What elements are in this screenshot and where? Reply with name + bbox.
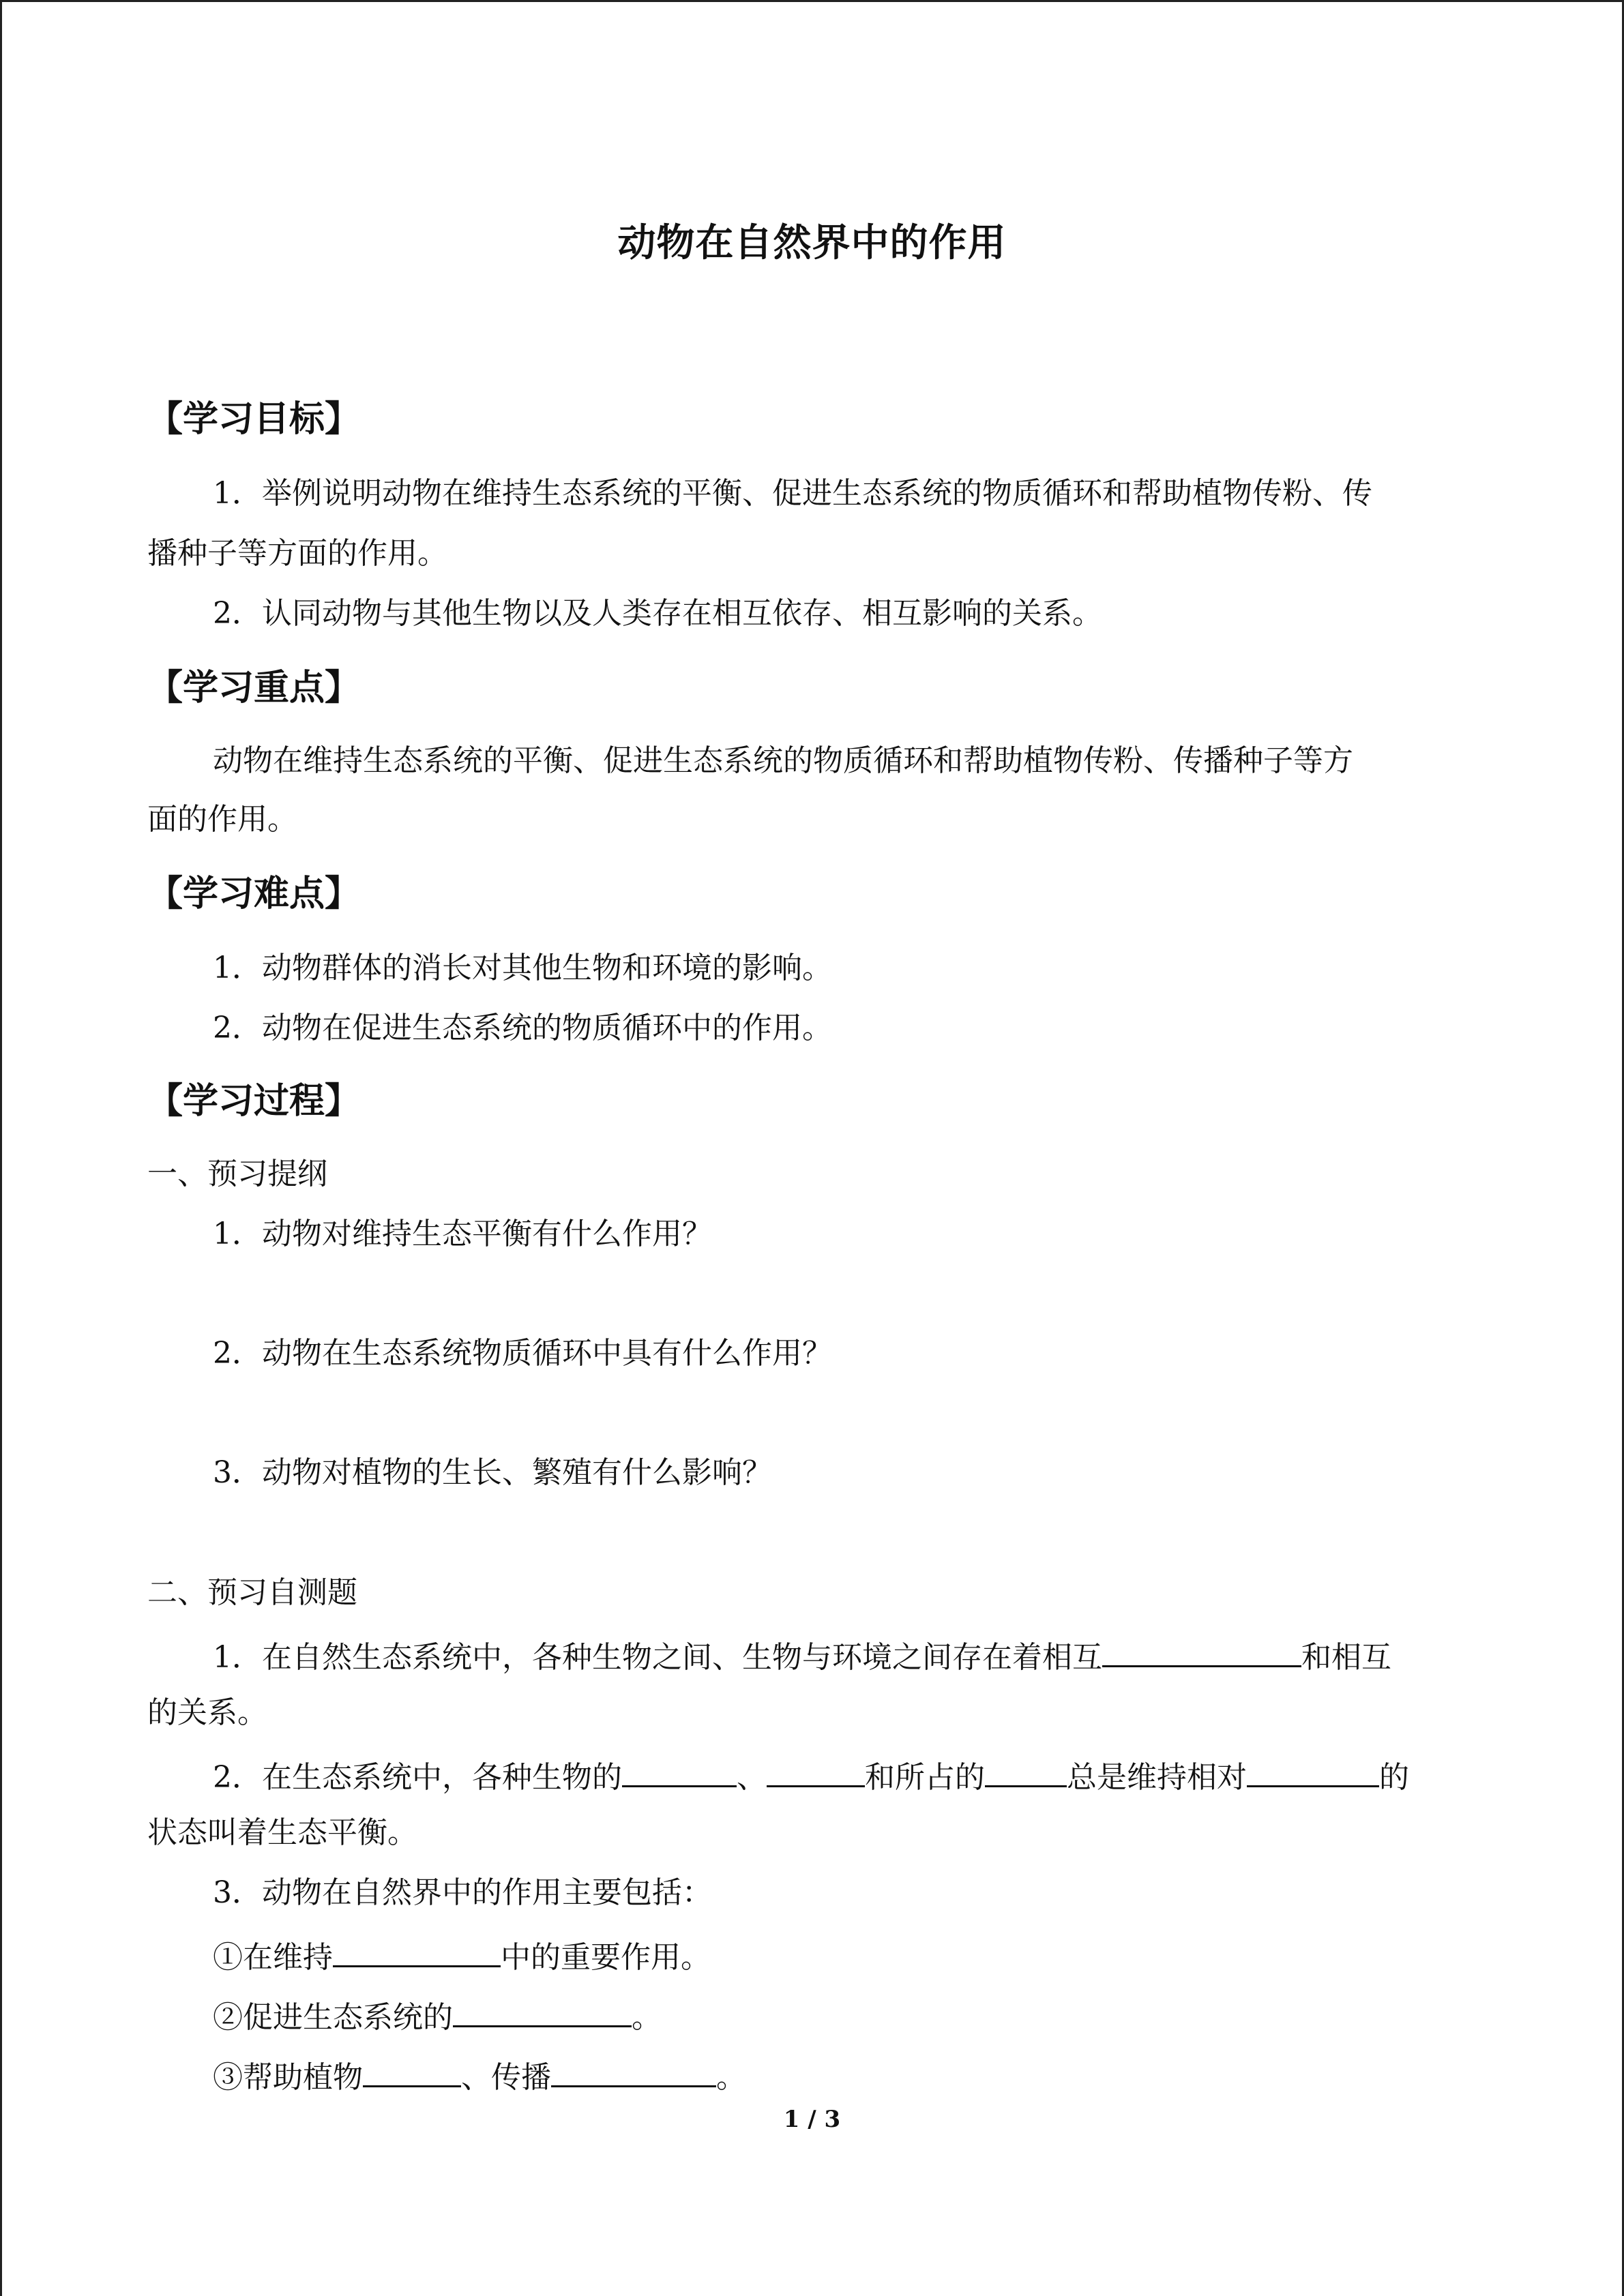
self-test-q3-c-text-c: 。 [716,2060,746,2095]
fill-blank[interactable] [985,1758,1067,1787]
self-test-q3-item-b [213,1998,662,2033]
self-test-heading: 二、预习自测题 [147,1575,357,1610]
self-test-question-1 [213,1638,1391,1673]
difficulty-item-1: 1．动物群体的消长对其他生物和环境的影响。 [213,951,832,985]
page-number: 1 / 3 [783,2106,841,2133]
self-test-q3-a-text-b: 中的重要作用。 [501,1940,711,1975]
fill-blank[interactable] [622,1758,737,1787]
fill-blank[interactable] [333,1938,501,1967]
outline-question-1: 1．动物对维持生态平衡有什么作用？ [213,1217,712,1251]
self-test-q2-text-b: 、 [737,1760,767,1795]
heading-process: 【学习过程】 [147,1081,361,1122]
self-test-q2-text-c: 和所占的 [865,1760,985,1795]
self-test-q3-c-text-a: ③帮助植物 [213,2060,363,2095]
outline-question-2: 2．动物在生态系统物质循环中具有什么作用？ [213,1336,832,1371]
fill-blank[interactable] [363,2058,461,2087]
self-test-q3-c-text-b: 、传播 [461,2060,551,2095]
self-test-q2-line-2: 状态叫着生态平衡。 [147,1815,417,1850]
self-test-q3-b-text-a: ②促进生态系统的 [213,2000,453,2035]
preview-outline-heading: 一、预习提纲 [147,1157,327,1191]
self-test-q3-a-text-a: ①在维持 [213,1940,333,1975]
difficulty-item-2: 2．动物在促进生态系统的物质循环中的作用。 [213,1011,832,1045]
fill-blank[interactable] [1102,1638,1301,1667]
fill-blank[interactable] [1247,1758,1379,1787]
key-points-line-2: 面的作用。 [147,802,297,837]
self-test-question-3: 3．动物在自然界中的作用主要包括： [213,1875,712,1910]
self-test-q2-text-a: 2．在生态系统中，各种生物的 [213,1760,622,1795]
fill-blank[interactable] [551,2058,716,2087]
self-test-q3-item-c [213,2058,746,2093]
self-test-q3-b-text-b: 。 [632,2000,662,2035]
self-test-q1-text-b: 和相互 [1301,1640,1391,1675]
key-points-line-1: 动物在维持生态系统的平衡、促进生态系统的物质循环和帮助植物传粉、传播种子等方 [213,743,1353,778]
heading-key-points: 【学习重点】 [147,668,361,709]
self-test-question-2 [213,1758,1409,1793]
goal-item-1-line-2: 播种子等方面的作用。 [147,536,447,571]
fill-blank[interactable] [767,1758,865,1787]
document-title: 动物在自然界中的作用 [617,221,1007,265]
outline-question-3: 3．动物对植物的生长、繁殖有什么影响？ [213,1455,772,1490]
self-test-q3-item-a [213,1938,711,1973]
self-test-q1-text-a: 1．在自然生态系统中，各种生物之间、生物与环境之间存在着相互 [213,1640,1102,1675]
goal-item-1-line-1: 1．举例说明动物在维持生态系统的平衡、促进生态系统的物质循环和帮助植物传粉、传 [213,476,1372,511]
heading-difficulties: 【学习难点】 [147,874,361,914]
self-test-q2-text-e: 的 [1379,1760,1409,1795]
goal-item-2: 2．认同动物与其他生物以及人类存在相互依存、相互影响的关系。 [213,596,1102,631]
self-test-q1-line-2: 的关系。 [147,1695,267,1730]
self-test-q2-text-d: 总是维持相对 [1067,1760,1247,1795]
fill-blank[interactable] [453,1998,632,2027]
heading-goals: 【学习目标】 [147,399,361,440]
